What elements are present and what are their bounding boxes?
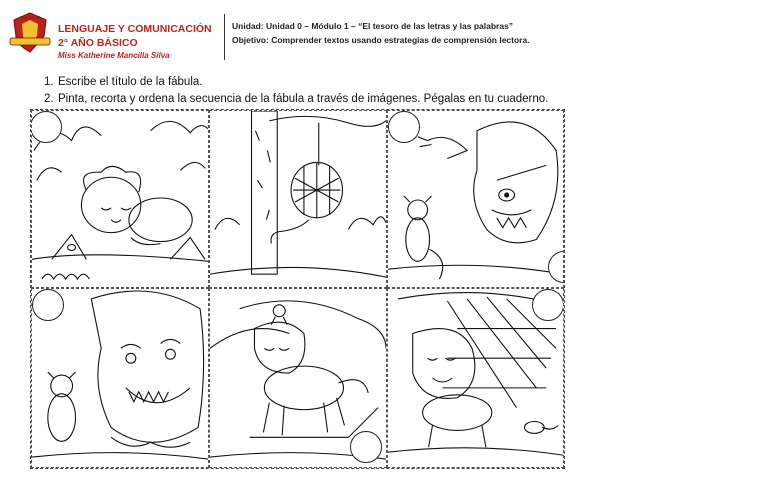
fable-panel-4[interactable] — [31, 288, 209, 468]
sequence-number-circle[interactable] — [388, 111, 420, 143]
logo-text: COLEGIO — [19, 15, 41, 20]
instruction-number: 1. — [44, 76, 54, 88]
header-divider — [224, 14, 225, 60]
instruction-item — [44, 91, 764, 108]
sequence-number-circle[interactable] — [32, 289, 64, 321]
subject-title: LENGUAJE Y COMUNICACIÓN — [58, 23, 212, 35]
instruction-item — [44, 74, 764, 91]
sequence-number-circle[interactable] — [31, 111, 62, 143]
instruction-number: 2. — [44, 93, 54, 105]
objective-line: Objetivo: Comprender textos usando estrategias de comprensión lectora. — [232, 35, 530, 45]
fable-panel-6[interactable] — [387, 288, 564, 468]
grade-label: 2° AÑO BÁSICO — [58, 37, 138, 49]
teacher-name: Miss Katherine Mancilla Silva — [58, 51, 170, 60]
fable-panel-2[interactable] — [209, 110, 387, 288]
unit-line: Unidad: Unidad 0 – Módulo 1 – “El tesoro de las letras y las palabras” — [232, 21, 514, 31]
hanging-net-illustration — [210, 111, 386, 287]
school-crest-icon — [8, 10, 52, 54]
fable-panel-1[interactable] — [31, 110, 209, 288]
sequence-number-circle[interactable] — [350, 431, 382, 463]
sequence-number-circle[interactable] — [532, 289, 564, 321]
fable-image-grid — [30, 109, 565, 469]
instruction-text: Escribe el título de la fábula. — [58, 76, 203, 88]
sleeping-lion-illustration — [32, 111, 208, 287]
fable-panel-5[interactable] — [209, 288, 387, 468]
fable-panel-3[interactable] — [387, 110, 564, 288]
instruction-text: Pinta, recorta y ordena la secuencia de la fábula a través de imágenes. Pégalas en tu cuaderno. — [58, 93, 549, 105]
school-header — [8, 10, 223, 58]
instructions-list — [44, 74, 764, 108]
